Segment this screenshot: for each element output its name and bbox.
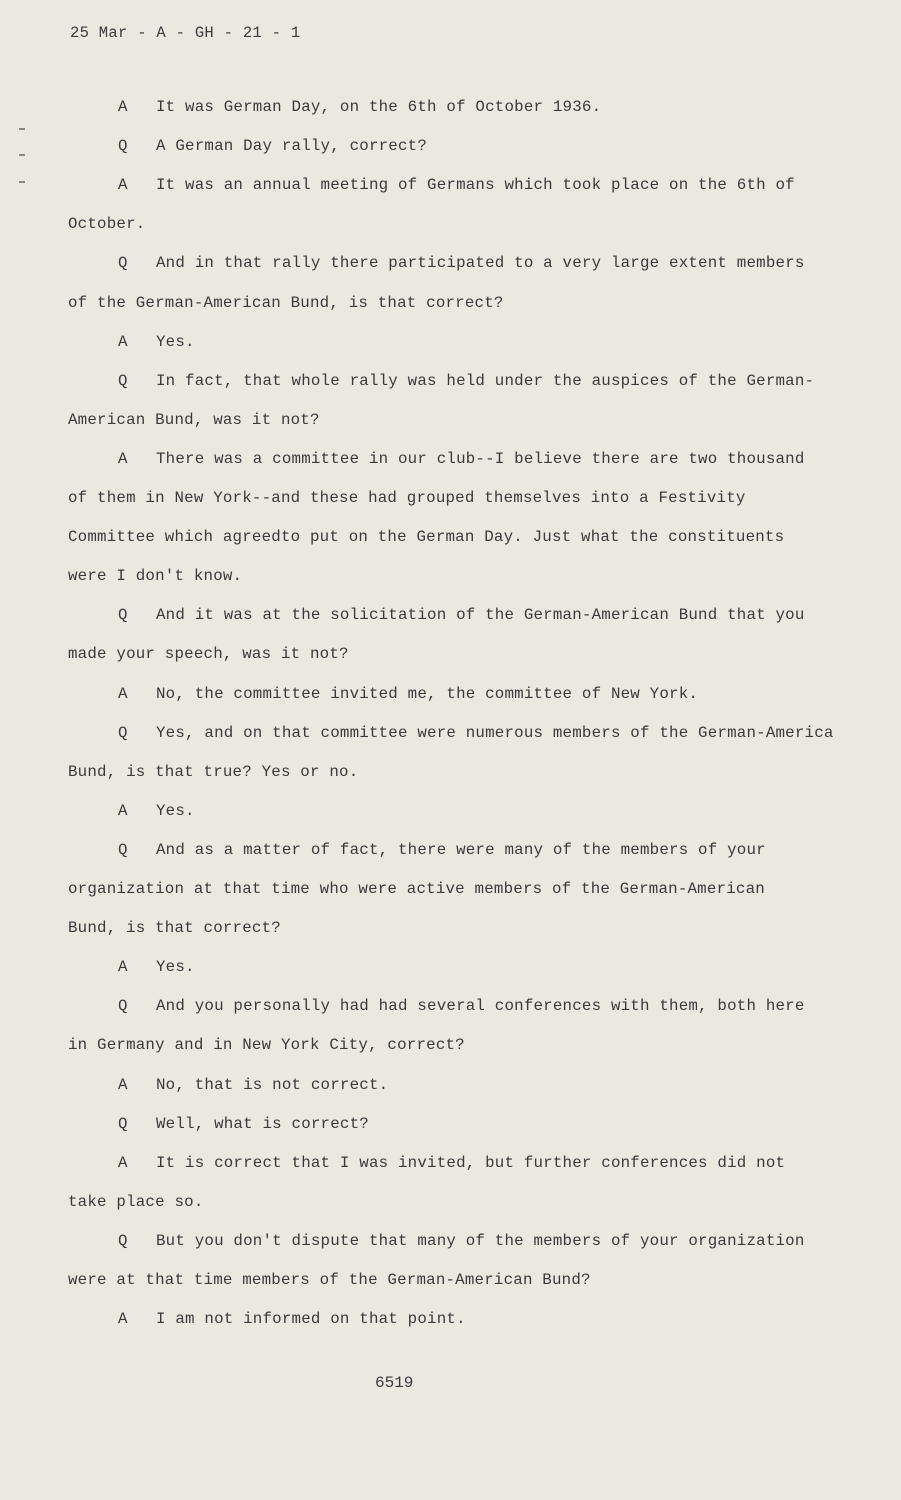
speaker-label: Q bbox=[118, 723, 128, 742]
speaker-label: A bbox=[118, 801, 128, 820]
speaker-label: A bbox=[118, 98, 128, 116]
transcript-continuation-line bbox=[68, 528, 784, 546]
transcript-text: Yes, and on that committee were numerous members of the German-America bbox=[156, 723, 834, 742]
transcript-text: October. bbox=[68, 215, 146, 234]
transcript-line bbox=[118, 685, 698, 703]
transcript-line bbox=[118, 606, 805, 624]
transcript-continuation-line bbox=[68, 880, 765, 898]
transcript-text: organization at that time who were active members of the German-American bbox=[68, 880, 765, 898]
margin-mark bbox=[19, 128, 25, 130]
speaker-label: A bbox=[118, 332, 128, 351]
transcript-line bbox=[118, 254, 805, 272]
transcript-text: A German Day rally, correct? bbox=[156, 137, 428, 156]
speaker-label: Q bbox=[118, 254, 128, 273]
transcript-line bbox=[118, 841, 766, 859]
transcript-text: Bund, is that correct? bbox=[68, 919, 281, 938]
transcript-continuation-line bbox=[68, 294, 504, 312]
transcript-line bbox=[118, 802, 195, 820]
transcript-text: And it was at the solicitation of the German-American Bund that you bbox=[156, 606, 805, 625]
transcript-line bbox=[118, 333, 195, 351]
transcript-continuation-line bbox=[68, 1193, 204, 1211]
transcript-text: in Germany and in New York City, correct? bbox=[68, 1036, 465, 1055]
transcript-continuation-line bbox=[68, 567, 242, 585]
transcript-text: Yes. bbox=[156, 801, 195, 820]
speaker-label: Q bbox=[118, 371, 128, 390]
transcript-text: And you personally had had several conferences with them, both here bbox=[156, 997, 805, 1016]
transcript-continuation-line bbox=[68, 1271, 591, 1289]
speaker-label: Q bbox=[118, 137, 128, 156]
transcript-text: Well, what is correct? bbox=[156, 1114, 369, 1133]
transcript-line bbox=[118, 98, 601, 116]
transcript-text: It is correct that I was invited, but further conferences did not bbox=[156, 1153, 786, 1172]
transcript-text: of them in New York--and these had grouped themselves into a Festivity bbox=[68, 489, 746, 507]
transcript-text: No, the committee invited me, the committee of New York. bbox=[156, 684, 699, 703]
transcript-line bbox=[118, 724, 834, 742]
speaker-label: A bbox=[118, 1310, 128, 1329]
transcript-text: But you don't dispute that many of the members of your organization bbox=[156, 1231, 805, 1250]
speaker-label: A bbox=[118, 684, 128, 703]
speaker-label: A bbox=[118, 176, 128, 195]
speaker-label: Q bbox=[118, 997, 128, 1016]
transcript-continuation-line bbox=[68, 1036, 465, 1054]
transcript-text: were I don't know. bbox=[68, 567, 243, 586]
page-number: 6519 bbox=[375, 1374, 414, 1392]
transcript-text: In fact, that whole rally was held under the auspices of the German- bbox=[156, 371, 815, 390]
transcript-line bbox=[118, 958, 195, 976]
speaker-label: A bbox=[118, 449, 128, 468]
speaker-label: Q bbox=[118, 606, 128, 625]
transcript-text: I am not informed on that point. bbox=[156, 1310, 466, 1329]
transcript-text: Yes. bbox=[156, 958, 195, 977]
transcript-text: were at that time members of the German-American Bund? bbox=[68, 1271, 591, 1289]
document-reference-header: 25 Mar - A - GH - 21 - 1 bbox=[70, 24, 301, 42]
transcript-text: Yes. bbox=[156, 332, 195, 351]
transcript-line bbox=[118, 1310, 466, 1328]
transcript-line bbox=[118, 372, 814, 390]
transcript-line bbox=[118, 997, 805, 1015]
speaker-label: A bbox=[118, 1153, 128, 1172]
speaker-label: A bbox=[118, 1075, 128, 1094]
transcript-line bbox=[118, 450, 805, 468]
transcript-text: Committee which agreedto put on the German Day. Just what the constituents bbox=[68, 528, 785, 547]
transcript-text: And in that rally there participated to a very large extent members bbox=[156, 254, 805, 273]
speaker-label: Q bbox=[118, 1114, 128, 1133]
transcript-line bbox=[118, 1115, 369, 1133]
transcript-line bbox=[118, 1076, 388, 1094]
transcript-line bbox=[118, 176, 795, 194]
transcript-text: made your speech, was it not? bbox=[68, 645, 349, 664]
margin-mark bbox=[19, 181, 25, 183]
speaker-label: A bbox=[118, 958, 128, 977]
transcript-text: Bund, is that true? Yes or no. bbox=[68, 762, 359, 781]
transcript-text: take place so. bbox=[68, 1192, 204, 1211]
transcript-line bbox=[118, 137, 427, 155]
transcript-text: And as a matter of fact, there were many of the members of your bbox=[156, 840, 766, 859]
transcript-line bbox=[118, 1154, 785, 1172]
transcript-text: American Bund, was it not? bbox=[68, 410, 320, 429]
transcript-text: No, that is not correct. bbox=[156, 1075, 389, 1094]
transcript-continuation-line bbox=[68, 489, 746, 507]
transcript-text: There was a committee in our club--I believe there are two thousand bbox=[156, 449, 805, 468]
speaker-label: Q bbox=[118, 1231, 128, 1250]
margin-mark bbox=[19, 154, 25, 156]
transcript-continuation-line bbox=[68, 919, 281, 937]
transcript-line bbox=[118, 1232, 805, 1250]
transcript-text: of the German-American Bund, is that correct? bbox=[68, 293, 504, 312]
transcript-text: It was an annual meeting of Germans which took place on the 6th of bbox=[156, 176, 795, 195]
transcript-continuation-line bbox=[68, 411, 320, 429]
transcript-continuation-line bbox=[68, 645, 349, 663]
transcript-continuation-line bbox=[68, 215, 145, 233]
transcript-continuation-line bbox=[68, 763, 358, 781]
speaker-label: Q bbox=[118, 840, 128, 859]
transcript-text: It was German Day, on the 6th of October 1936. bbox=[156, 98, 602, 116]
